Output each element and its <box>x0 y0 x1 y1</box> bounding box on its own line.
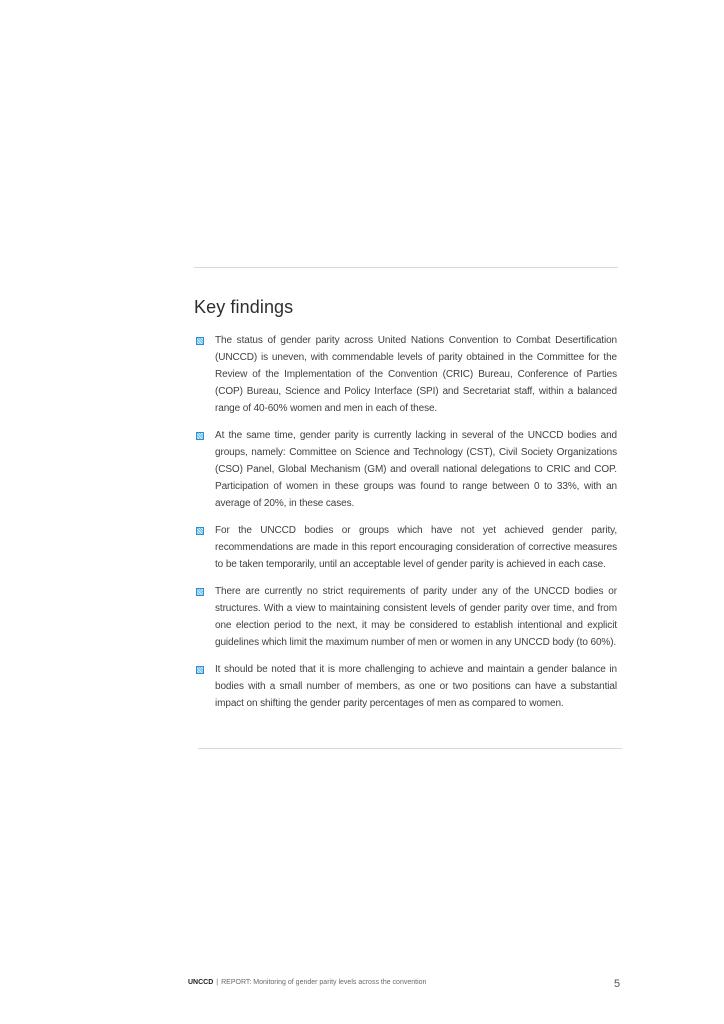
section-heading: Key findings <box>194 297 294 317</box>
finding-text: At the same time, gender parity is currently lacking in several of the UNCCD bodies and groups, namely: Committee on Science and Technology (CST), Civil Society Organizations (CSO) Panel, Global Mechanism (GM) and overall national delegations to CRIC and COP. Participation of women in these groups was found to range between 0 to 33%, with an average of 20%, in these cases. <box>215 430 617 509</box>
finding-item <box>195 583 617 651</box>
top-divider <box>194 267 618 268</box>
finding-text: It should be noted that it is more challenging to achieve and maintain a gender balance in bodies with a small number of members, as one or two positions can have a substantial impact on shifting the gender parity percentages of men as compared to women. <box>215 664 617 709</box>
square-bullet-icon <box>196 527 204 535</box>
page-number: 5 <box>614 978 621 990</box>
footer-separator: | <box>216 979 219 986</box>
finding-text: There are currently no strict requirements of parity under any of the UNCCD bodies or structures. With a view to maintaining consistent levels of gender parity over time, and from one election period to the next, it may be considered to establish intentional and explicit guidelines which limit the maximum number of men or women in any UNCCD body (to 60%). <box>215 586 617 648</box>
finding-item <box>195 427 617 512</box>
finding-text: The status of gender parity across United Nations Convention to Combat Desertification (UNCCD) is uneven, with commendable levels of parity obtained in the Committee for the Review of the Implementation of the Convention (CRIC) Bureau, Conference of Parties (COP) Bureau, Science and Policy Interface (SPI) and Secretariat staff, within a balanced range of 40-60% women and men in each of these. <box>215 335 617 414</box>
finding-text: For the UNCCD bodies or groups which have not yet achieved gender parity, recommendations are made in this report encouraging consideration of corrective measures to be taken temporarily, until an acceptable level of gender parity is achieved in each case. <box>215 525 617 570</box>
footer-brand: UNCCD <box>188 979 214 986</box>
square-bullet-icon <box>196 432 204 440</box>
page-footer <box>188 979 426 986</box>
footer-report-title: REPORT: Monitoring of gender parity levels across the convention <box>221 979 427 986</box>
square-bullet-icon <box>196 588 204 596</box>
key-findings-list <box>195 332 617 722</box>
finding-item <box>195 522 617 573</box>
square-bullet-icon <box>196 666 204 674</box>
square-bullet-icon <box>196 337 204 345</box>
finding-item <box>195 661 617 712</box>
finding-item <box>195 332 617 417</box>
bottom-divider <box>198 748 622 749</box>
